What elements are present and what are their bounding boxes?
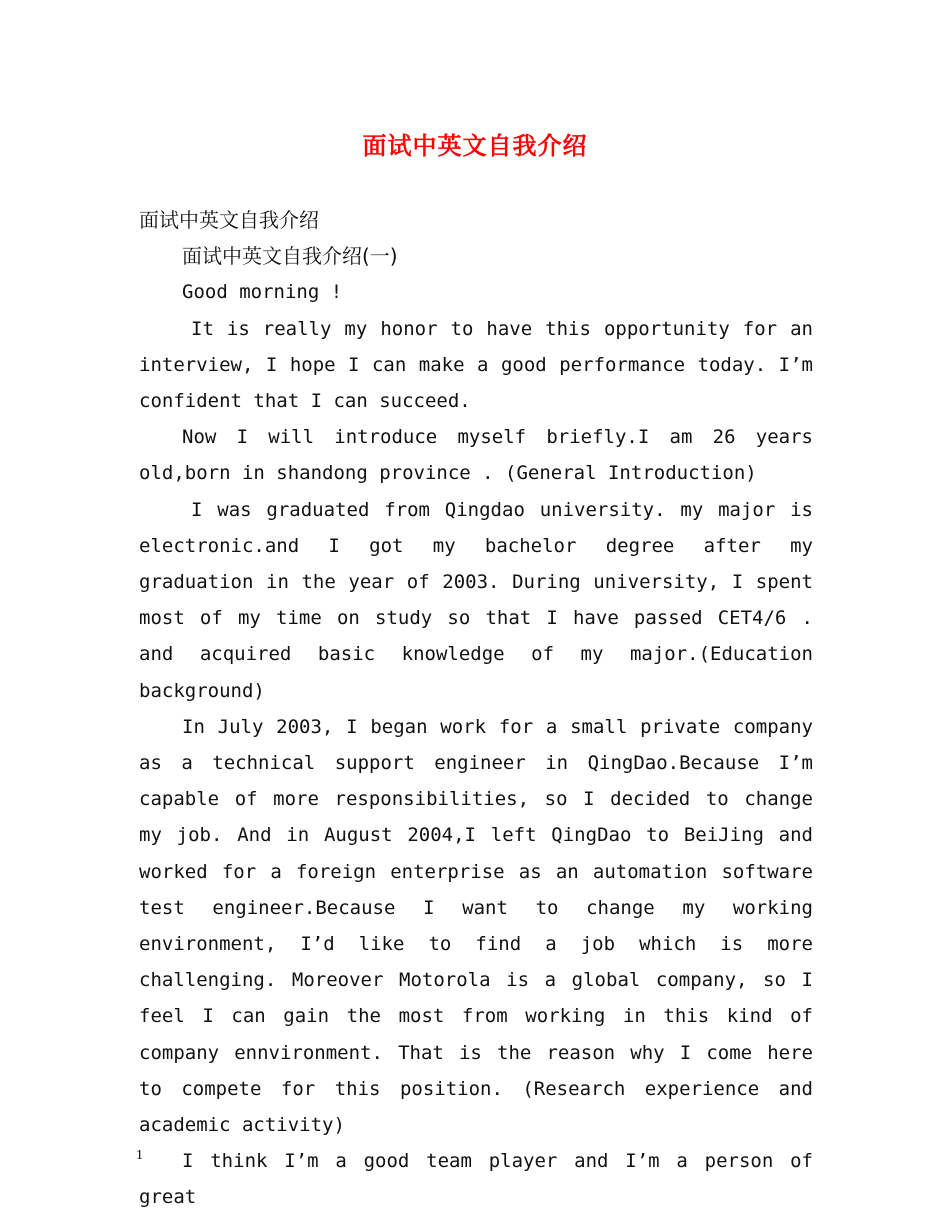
paragraph-opening: It is really my honor to have this opportunity for an interview, I hope I can make a good performance today. I’m confident that I can succeed. xyxy=(139,317,813,413)
page-number: 1 xyxy=(136,1148,143,1163)
section-heading: 面试中英文自我介绍 xyxy=(139,208,319,232)
paragraph-team-player: I think I’m a good team player and I’m a person of great xyxy=(139,1150,813,1209)
paragraph-general-introduction: Now I will introduce myself briefly.I am 26 years old,born in shandong province . (General Introduction) xyxy=(139,426,813,485)
document-body xyxy=(139,202,813,1216)
paragraph-education: I was graduated from Qingdao university. my major is electronic.and I got my bachelor degree after my graduation in the year of 2003. During university, I spent most of my time on study so that I have passed CET4/6 . and acquired basic knowledge of my major.(Education background) xyxy=(139,498,813,702)
subsection-heading: 面试中英文自我介绍(一) xyxy=(182,244,398,269)
paragraph-greeting: Good morning ! xyxy=(182,281,343,304)
document-title: 面试中英文自我介绍 xyxy=(362,132,588,160)
paragraph-work-experience: In July 2003, I began work for a small private company as a technical support engineer in QingDao.Because I’m capable of more responsibilities, so I decided to change my job. And in August 2004,I left QingDao to BeiJing and worked for a foreign enterprise as an automation software test engineer.Because I want to change my working environment, I’d like to find a job which is more challenging. Moreover Motorola is a global company, so I feel I can gain the most from working in this kind of company ennvironment. That is the reason why I come here to compete for this position. (Research experience and academic activity) xyxy=(139,715,813,1137)
